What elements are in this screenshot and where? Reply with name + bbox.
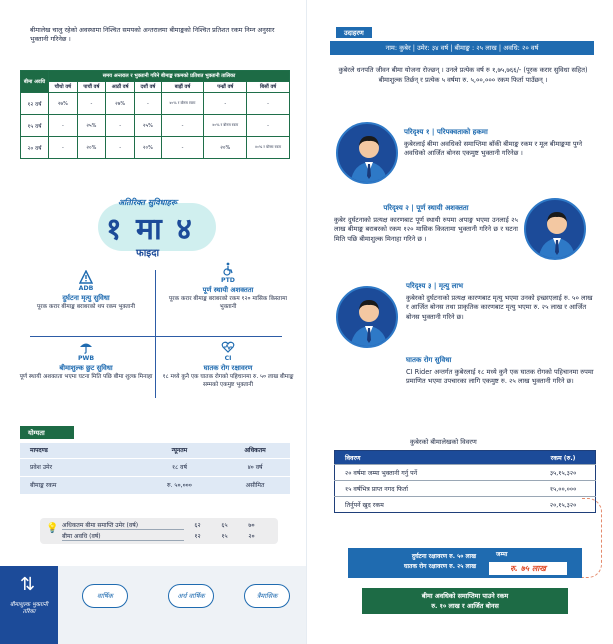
premium-option-label: अर्ध वार्षिक <box>177 592 205 600</box>
rate-cell: ४०% र बोनस रकम <box>161 93 204 115</box>
scenario-title: परिदृश्य ३ | मृत्यु लाभ <box>406 282 464 290</box>
rate-cell: ४०% र बोनस रकम <box>247 137 290 159</box>
eligibility-cell: १८ वर्ष <box>139 458 220 476</box>
rate-cell: २७% <box>105 93 134 115</box>
rate-year-header: चौथो वर्ष <box>49 82 78 93</box>
details-header: विवरण <box>335 451 532 465</box>
table-row <box>335 497 596 513</box>
final-box <box>362 588 568 614</box>
rate-cell: - <box>49 137 78 159</box>
benefit-ptd <box>160 262 296 311</box>
example-bar: नाम: कुबेर | उमेर: ३४ वर्ष | बीमाङ्क : २५ लाख | अवधि: २० वर्ष <box>330 41 594 55</box>
eligibility-cell: असीमित <box>220 476 290 494</box>
rate-cell: २०% <box>135 137 161 159</box>
eligibility-header: न्यूनतम <box>139 443 220 458</box>
table-row <box>21 115 290 137</box>
benefit-title: बीमाशुल्क छुट सुविधा <box>59 364 113 372</box>
rate-col-term: बीमा अवधि <box>21 71 49 93</box>
example-desc: कुबेरले धनपति जीवन बीमा योजना रोज्छन् । उनले प्रत्येक वर्ष रु १,७५,७६६/- (पूरक करार सुविधा सहित) बीमाशुल्क तिर्छन् र प्रत्येक ५ वर्षमा रु. ५,००,००० रकम फिर्ता पाउँछन् । <box>338 66 588 84</box>
avatar <box>336 122 398 184</box>
rate-cell: - <box>49 115 78 137</box>
benefit-desc: पूर्ण स्थायी अशक्तता भएमा घटना मिति पछि बीमा शुल्क मिनाहा <box>19 374 153 380</box>
rate-cell: - <box>161 137 204 159</box>
ci-title: घातक रोग सुविधा <box>406 356 452 364</box>
term-row-value: ७० <box>248 522 255 529</box>
rate-col-header: समय अन्तराल र भुक्तानी गरिने बीमाङ्क रकमको प्रतिशत भुक्तानी तालिका <box>49 71 290 82</box>
scenario-2 <box>334 204 518 244</box>
term-row-value: १२ <box>194 533 201 540</box>
benefit-title: घातक रोग रक्षावरण <box>203 364 253 372</box>
umbrella-rupee-icon <box>79 340 93 354</box>
rate-cell: ४०% र बोनस रकम <box>204 115 247 137</box>
benefit-divider-horizontal <box>30 336 282 337</box>
rate-term-cell: १२ वर्ष <box>21 93 49 115</box>
eligibility-cell: रु. ५०,००० <box>139 476 220 494</box>
details-table <box>334 450 596 513</box>
term-row <box>62 532 265 541</box>
four-in-one-badge <box>98 193 216 265</box>
details-cell: २० वर्षमा जम्मा भुक्तानी गर्नु पर्ने <box>335 465 532 481</box>
example-tag: उदाहरण <box>336 27 372 38</box>
eligibility-cell: ४० वर्ष <box>220 458 290 476</box>
rate-cell: २५% <box>77 115 105 137</box>
connector-arrow <box>582 498 602 578</box>
benefit-desc: पूरक करार बीमाङ्क बराबरको थप रकम भुक्तानी <box>36 304 136 310</box>
badge-bottom-text: फाइदा <box>136 248 160 259</box>
rate-year-header: बाह्रौं वर्ष <box>161 82 204 93</box>
scenario-text: कुबेरको दुर्घटनाको प्रत्यक्ष कारणबाट मृत्यु भएमा उनको इच्छाएलाई रु. ५० लाख र आर्जित बोनस तथा प्राकृतिक कारणबाट मृत्यु भएमा रु. २५ लाख र आर्जित बोनस भुक्तानी गरिने छ। <box>406 293 593 321</box>
rate-cell: - <box>247 115 290 137</box>
benefit-divider-vertical <box>155 270 156 398</box>
final-line-1: बीमा अवधिको समाप्तिमा पाउने रकम <box>421 592 509 600</box>
table-row <box>20 458 290 476</box>
benefit-ci <box>160 340 296 389</box>
eligibility-table <box>20 443 290 494</box>
rate-year-header: पाचौं वर्ष <box>77 82 105 93</box>
rate-table <box>20 70 290 159</box>
final-line-2: रु. १० लाख र आर्जित बोनस <box>431 602 499 610</box>
total-line-1: दुर्घटना रक्षावरण रु. ५० लाख <box>411 553 476 560</box>
ci-block <box>406 356 598 387</box>
wheelchair-icon <box>221 262 235 276</box>
intro-text: बीमालेख चालु रहेको अवस्थामा निश्चित समयको अन्तरालमा बीमाङ्कको निश्चित प्रतिशत रकम निम्न अनुसार भुक्तानी गरिनेछ । <box>30 26 275 43</box>
scenario-text: कुबेरलाई बीमा अवधिको समाप्तिमा बाँकी बीमाङ्क रकम र मूल बीमाङ्कमा पुग्ने अवधिको आर्जित बोनस एकमुष्ट भुक्तानी गरिनेछ । <box>404 139 583 157</box>
rate-year-header: बिसौं वर्ष <box>247 82 290 93</box>
rate-term-cell: २० वर्ष <box>21 137 49 159</box>
eligibility-title: योग्यता <box>20 426 74 439</box>
scenario-title: परिदृश्य २ | पूर्ण स्थायी अशक्तता <box>383 204 469 212</box>
benefit-desc: पूरक करार बीमाङ्क बराबरको रकम १२० मासिक किस्तामा भुक्तानी <box>168 296 288 310</box>
eligibility-cell: बीमाङ्क रकम <box>20 476 139 494</box>
benefit-desc: १८ मध्ये कुनै एक घातक रोगको पहिचानमा रु. ५० लाख बीमाङ्क सम्मको एकमुष्ट भुक्तानी <box>162 374 294 388</box>
term-row-label: अधिकतम बीमा समाप्ति उमेर (वर्ष) <box>62 521 184 530</box>
avatar <box>336 286 398 348</box>
benefit-title: पूर्ण स्थायी अशक्तता <box>202 286 254 294</box>
details-cell: १५ वर्षभित्र प्राप्त नगद फिर्ता <box>335 481 532 497</box>
details-header: रकम (रु.) <box>531 451 595 465</box>
details-title: कुबेरको बीमालेखको विवरण <box>410 438 477 446</box>
heartbeat-icon <box>221 340 235 354</box>
rate-cell: २७% <box>49 93 78 115</box>
ci-text: CI Rider अन्तर्गत कुबेरलाई १८ मध्ये कुनै एक घातक रोगको पहिचानमा रुपमा प्रमाणित भएमा उपचारका लागि एकमुष्ट रु. २५ लाख भुक्तानी गरिने छ। <box>406 367 594 385</box>
benefit-code: PTD <box>221 277 235 284</box>
rate-cell: - <box>105 137 134 159</box>
scenario-1 <box>404 128 596 159</box>
table-row <box>20 476 290 494</box>
rate-year-header: आठौं वर्ष <box>105 82 134 93</box>
eligibility-header: मापदण्ड <box>20 443 139 458</box>
left-panel <box>0 0 306 644</box>
rate-cell: - <box>105 115 134 137</box>
table-row <box>21 137 290 159</box>
lightbulb-icon: 💡 <box>46 523 59 534</box>
total-line-2: घातक रोग रक्षावरण रु. २५ लाख <box>403 563 476 570</box>
benefit-code: PWB <box>77 355 95 362</box>
rate-cell: - <box>135 93 161 115</box>
scenario-text: कुबेर दुर्घटनाको प्रत्यक्ष कारणबाट पूर्ण स्थायी रुपमा अपाङ्ग भएमा उनलाई २५ लाख बीमाङ्क बराबरको रकम १२० मासिक किस्तामा भुक्तानी गरिने छ र घटना मिति पछि बीमाशुल्क मिनाहा गरिने छ । <box>334 215 518 243</box>
benefit-adb <box>18 270 154 312</box>
rate-cell: - <box>204 93 247 115</box>
term-row-value: ६२ <box>194 522 201 529</box>
table-row <box>335 465 596 481</box>
rate-cell: - <box>77 93 105 115</box>
total-lines <box>352 552 476 572</box>
scenario-3 <box>406 282 596 322</box>
benefit-code: ADB <box>78 285 94 292</box>
rate-cell: २०% <box>204 137 247 159</box>
benefit-code: CI <box>224 355 232 362</box>
warning-icon <box>79 270 93 284</box>
total-sum-label: जम्मा <box>496 551 508 558</box>
table-row <box>21 93 290 115</box>
term-row-label: बीमा अवधि (वर्ष) <box>62 532 184 541</box>
badge-big-text: १ मा ४ <box>106 212 194 247</box>
details-cell: २०,१५,३२० <box>531 497 595 513</box>
term-row-value: २० <box>248 533 255 540</box>
scenario-title: परिदृश्य १ | परिपक्वताको हकमा <box>404 128 488 136</box>
premium-option-label: त्रैमासिक <box>256 592 278 600</box>
rate-year-header: पन्ध्रौं वर्ष <box>204 82 247 93</box>
payment-arrows-icon: ⇅ <box>20 574 36 595</box>
rate-term-cell: १५ वर्ष <box>21 115 49 137</box>
details-cell: तिर्नुपर्ने खुद रकम <box>335 497 532 513</box>
eligibility-cell: प्रवेश उमेर <box>20 458 139 476</box>
eligibility-header: अधिकतम <box>220 443 290 458</box>
term-row-value: ६५ <box>221 522 228 529</box>
details-cell: ३५,१५,३२० <box>531 465 595 481</box>
premium-option-label: वार्षिक <box>97 592 113 600</box>
rate-cell: - <box>161 115 204 137</box>
benefit-pwb <box>18 340 154 382</box>
avatar <box>524 198 586 260</box>
rate-cell: २५% <box>135 115 161 137</box>
badge-top-text: अतिरिक्त सुविधाहरू <box>118 198 178 207</box>
rate-year-header: दशौं वर्ष <box>135 82 161 93</box>
total-sum-value: रु. ७५ लाख <box>489 562 567 575</box>
term-row-value: १५ <box>221 533 228 540</box>
details-cell: १५,००,००० <box>531 481 595 497</box>
rate-cell: २०% <box>77 137 105 159</box>
term-row <box>62 521 265 530</box>
premium-label: बीमाशुल्क भुक्तानी तरिका <box>10 602 48 615</box>
benefit-title: दुर्घटना मृत्यु सुविधा <box>62 294 110 302</box>
rate-cell: - <box>247 93 290 115</box>
table-row <box>335 481 596 497</box>
